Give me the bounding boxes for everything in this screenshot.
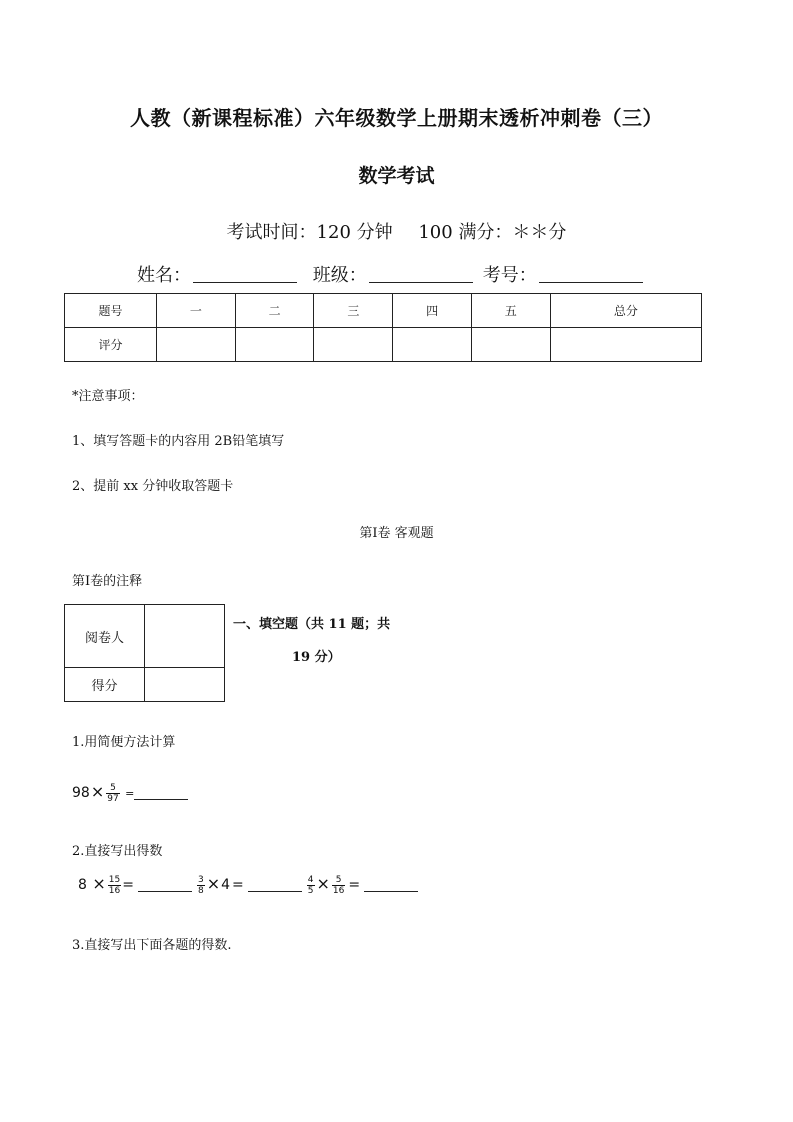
q1-expression: 98× $\frac{5}{97}$ = (72, 782, 192, 804)
score-col: 三 (314, 294, 393, 328)
grader-score-cell[interactable] (145, 668, 225, 702)
fraction: $\frac{5}{16}$ (332, 874, 345, 896)
answer-blank[interactable] (138, 879, 192, 892)
name-blank[interactable] (193, 264, 297, 283)
score-col: 五 (471, 294, 550, 328)
fraction: $\frac{4}{5}$ (307, 874, 314, 896)
score-header-row (65, 294, 702, 328)
score-cell[interactable] (157, 328, 236, 362)
grader-score-label: 得分 (65, 668, 145, 702)
score-table (64, 293, 702, 362)
answer-blank[interactable] (248, 879, 302, 892)
reviewer-cell[interactable] (145, 605, 225, 668)
class-blank[interactable] (369, 264, 473, 283)
grader-box (64, 604, 225, 702)
score-col: 一 (157, 294, 236, 328)
fraction: $\frac{5}{97}$ (107, 782, 119, 804)
score-cell[interactable] (393, 328, 472, 362)
note-item-1: 1、填写答题卡的内容用 2B铅笔填写 (72, 434, 285, 449)
exam-info (0, 218, 793, 244)
part1-title-cont: 19 分） (292, 650, 341, 665)
score-cell[interactable] (550, 328, 701, 362)
q2-expression: 8 × $\frac{15}{16}$ = $\frac{3}{8}$ ×4 = $\frac{4}{5}$ × $\frac{5}{16}$ = (78, 874, 422, 896)
note-item-2: 2、提前 xx 分钟收取答题卡 (72, 479, 234, 494)
id-blank[interactable] (539, 264, 643, 283)
score-cell[interactable] (471, 328, 550, 362)
volume-title: 第Ⅰ卷 客观题 (359, 526, 434, 541)
score-value-row (65, 328, 702, 362)
exam-title: 人教（新课程标准）六年级数学上册期末透析冲刺卷（三） (130, 106, 663, 130)
exam-time: 考试时间：120 分钟 (226, 222, 393, 243)
score-row-label: 题号 (65, 294, 157, 328)
notes-heading: *注意事项： (72, 389, 144, 404)
exam-subtitle: 数学考试 (358, 165, 435, 187)
score-col: 四 (393, 294, 472, 328)
answer-blank[interactable] (134, 787, 188, 800)
name-label: 姓名： (137, 265, 191, 286)
score-cell[interactable] (235, 328, 314, 362)
score-col: 总分 (550, 294, 701, 328)
score-cell[interactable] (314, 328, 393, 362)
answer-blank[interactable] (364, 879, 418, 892)
student-info (137, 261, 653, 287)
question-2: 2.直接写出得数 (72, 844, 163, 859)
fraction: $\frac{3}{8}$ (197, 874, 204, 896)
fraction: $\frac{15}{16}$ (108, 874, 121, 896)
exam-score: 100 满分：＊＊分 (418, 222, 567, 243)
part1-title: 一、填空题（共 11 题；共 (233, 617, 391, 632)
score-row-label: 评分 (65, 328, 157, 362)
question-3: 3.直接写出下面各题的得数. (72, 938, 232, 953)
reviewer-label: 阅卷人 (65, 605, 145, 668)
question-1: 1.用简便方法计算 (72, 735, 176, 750)
id-label: 考号： (482, 265, 537, 286)
score-col: 二 (235, 294, 314, 328)
class-label: 班级： (312, 265, 367, 286)
volume-note: 第Ⅰ卷的注释 (72, 574, 143, 589)
